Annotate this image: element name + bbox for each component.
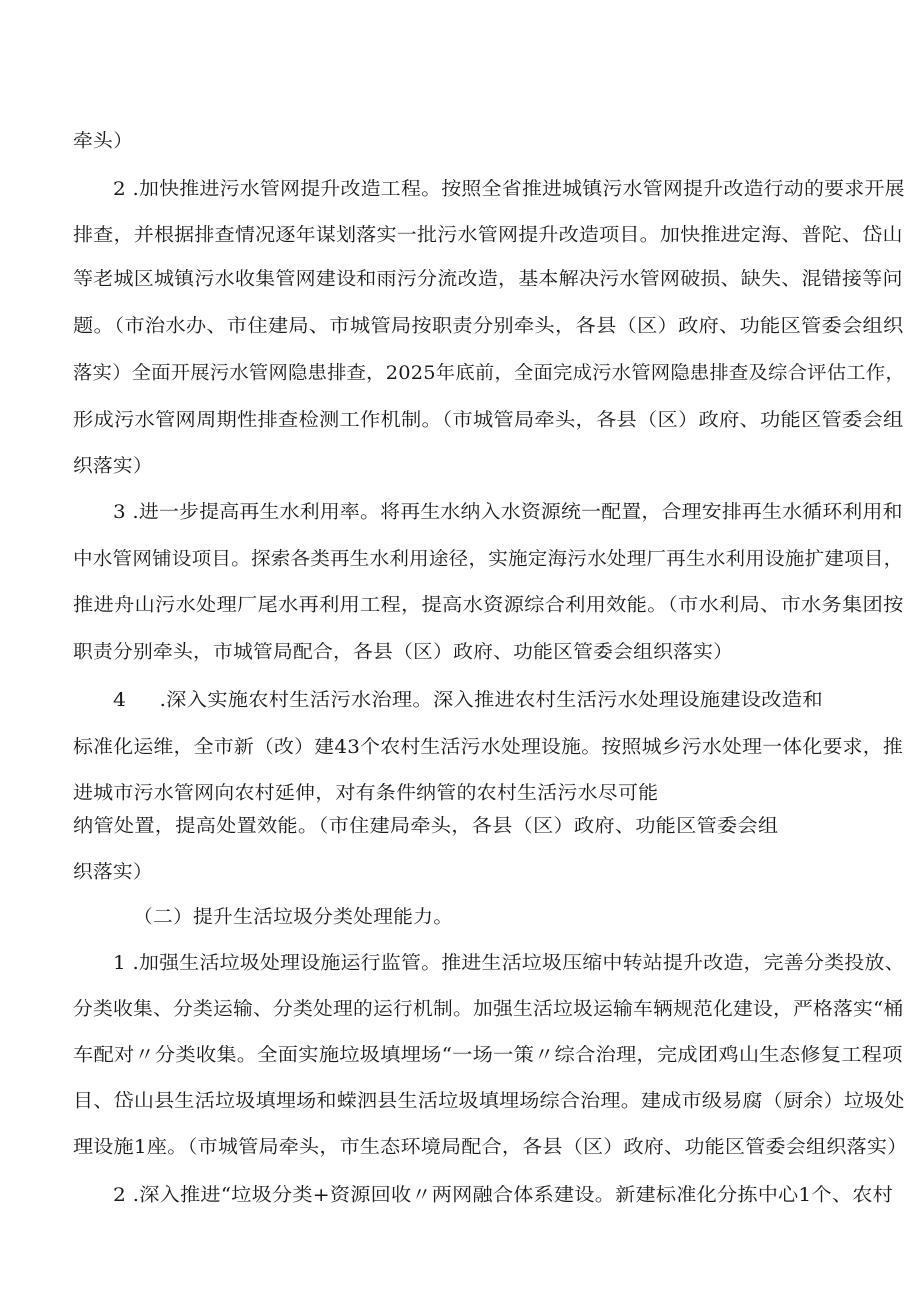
text-line: 题。（市治水办、市住建局、市城管局按职责分别牵头，各县（区）政府、功能区管委会组织 <box>73 316 904 337</box>
text-line: 4 .深入实施农村生活污水治理。深入推进农村生活污水处理设施建设改造和 <box>113 690 823 711</box>
text-line: 落实）全面开展污水管网隐患排查，2025年底前，全面完成污水管网隐患排查及综合评估工作， <box>73 363 905 384</box>
text-line: 牵头） <box>73 131 134 152</box>
text-line: 排查，并根据排查情况逐年谋划落实一批污水管网提升改造项目。加快推进定海、普陀、岱山 <box>73 225 903 246</box>
text-line: 形成污水管网周期性排查检测工作机制。（市城管局牵头，各县（区）政府、功能区管委会组 <box>73 410 904 431</box>
text-line: 纳管处置，提高处置效能。（市住建局牵头，各县（区）政府、功能区管委会组 <box>73 816 779 837</box>
section-heading: （二）提升生活垃圾分类处理能力。 <box>133 907 454 928</box>
text-line: 理设施1座。（市城管局牵头，市生态环境局配合，各县（区）政府、功能区管委会组织落实） <box>73 1137 908 1158</box>
text-line: 推进舟山污水处理厂尾水再利用工程，提高水资源综合利用效能。（市水利局、市水务集团按 <box>73 595 904 616</box>
text-line: 2 .加快推进污水管网提升改造工程。按照全省推进城镇污水管网提升改造行动的要求开展 <box>113 179 905 200</box>
text-line: 3 .进一步提高再生水利用率。将再生水纳入水资源统一配置，合理安排再生水循环利用和 <box>113 502 903 523</box>
text-line: 1 .加强生活垃圾处理设施运行监管。推进生活垃圾压缩中转站提升改造，完善分类投放、 <box>113 953 905 974</box>
text-line: 织落实） <box>73 456 153 477</box>
text-line: 进城市污水管网向农村延伸，对有条件纳管的农村生活污水尽可能 <box>73 783 659 804</box>
text-line: 中水管网铺设项目。探索各类再生水利用途径，实施定海污水处理厂再生水利用设施扩建项目， <box>73 549 904 570</box>
text-line: 车配对〃分类收集。全面实施垃圾填埋场“一场一策〃综合治理，完成团鸡山生态修复工程项 <box>73 1045 903 1066</box>
text-line: 职责分别牵头，市城管局配合，各县（区）政府、功能区管委会组织落实） <box>73 642 734 663</box>
text-line: 2 .深入推进“垃圾分类+资源回收〃两网融合体系建设。新建标准化分拣中心1个、农村 <box>113 1185 893 1206</box>
text-line: 分类收集、分类运输、分类处理的运行机制。加强生活垃圾运输车辆规范化建设，严格落实“桶 <box>73 999 904 1020</box>
text-line: 等老城区城镇污水收集管网建设和雨污分流改造，基本解决污水管网破损、缺失、混错接等问 <box>73 269 903 290</box>
text-line: 标准化运维，全市新（改）建43个农村生活污水处理设施。按照城乡污水处理一体化要求，推 <box>73 737 903 758</box>
text-line: 织落实） <box>73 862 153 883</box>
text-line: 目、岱山县生活垃圾填埋场和蝾泗县生活垃圾填埋场综合治理。建成市级易腐（厨余）垃圾处 <box>73 1091 905 1112</box>
